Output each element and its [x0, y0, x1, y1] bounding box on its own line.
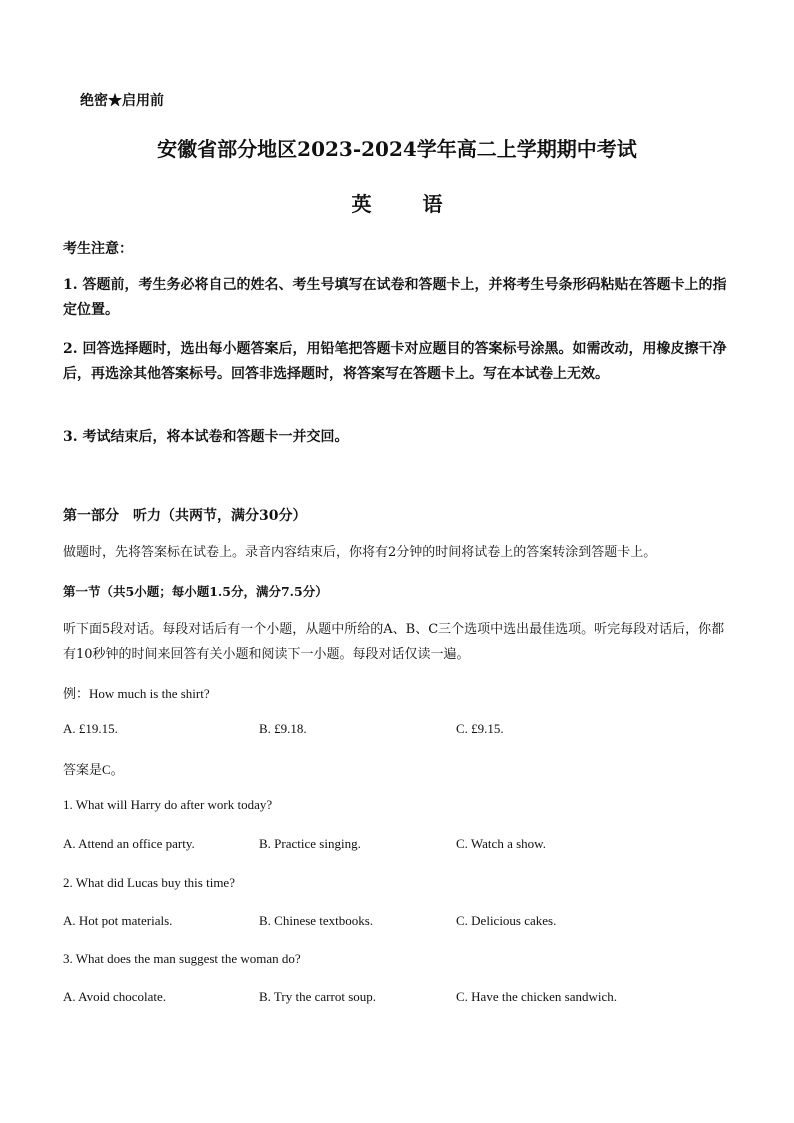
exam-title: 安徽省部分地区2023-2024学年高二上学期期中考试 [157, 137, 637, 161]
example-option-a: A. £19.15. [63, 721, 118, 736]
question-1-option-b: B. Practice singing. [259, 836, 361, 851]
question-1-option-a: A. Attend an office party. [63, 836, 195, 851]
example-option-b: B. £9.18. [259, 721, 307, 736]
notice-heading: 考生注意： [63, 241, 133, 257]
section1-instruction: 听下面5段对话。每段对话后有一个小题，从题中所给的A、B、C三个选项中选出最佳选项。听完每段对话后，你都有10秒钟的时间来回答有关小题和阅读下一小题。每段对话仅读一遍。 [63, 622, 725, 662]
part1-heading: 第一部分 听力（共两节，满分30分） [63, 508, 307, 524]
notice-item-2: 2. 回答选择题时，选出每小题答案后，用铅笔把答题卡对应题目的答案标号涂黑。如需改动，用橡皮擦干净后，再选涂其他答案标号。回答非选择题时，将答案写在答题卡上。写在本试卷上无效。 [63, 341, 727, 382]
question-1-option-c: C. Watch a show. [456, 836, 546, 851]
question-3-option-a: A. Avoid chocolate. [63, 989, 167, 1004]
section1-heading: 第一节（共5小题；每小题1.5分，满分7.5分） [63, 584, 328, 599]
secret-label: 绝密★启用前 [80, 93, 164, 109]
question-3: 3. What does the man suggest the woman do? [63, 951, 301, 966]
question-2: 2. What did Lucas buy this time? [63, 875, 235, 890]
question-3-option-c: C. Have the chicken sandwich. [456, 989, 618, 1004]
notice-item-3: 3. 考试结束后，将本试卷和答题卡一并交回。 [63, 429, 349, 445]
question-2-option-b: B. Chinese textbooks. [259, 913, 374, 928]
question-2-option-c: C. Delicious cakes. [456, 913, 557, 928]
notice-item-1: 1. 答题前，考生务必将自己的姓名、考生号填写在试卷和答题卡上，并将考生号条形码粘贴在答题卡上的指定位置。 [63, 277, 727, 318]
subject-title: 英 语 [351, 192, 465, 216]
example-answer: 答案是C。 [63, 762, 124, 777]
question-1: 1. What will Harry do after work today? [63, 797, 273, 812]
question-3-option-b: B. Try the carrot soup. [259, 989, 376, 1004]
example-question: 例：How much is the shirt? [63, 686, 210, 701]
example-option-c: C. £9.15. [456, 721, 504, 736]
part1-instruction: 做题时，先将答案标在试卷上。录音内容结束后，你将有2分钟的时间将试卷上的答案转涂到答题卡上。 [63, 545, 657, 560]
question-2-option-a: A. Hot pot materials. [63, 913, 173, 928]
